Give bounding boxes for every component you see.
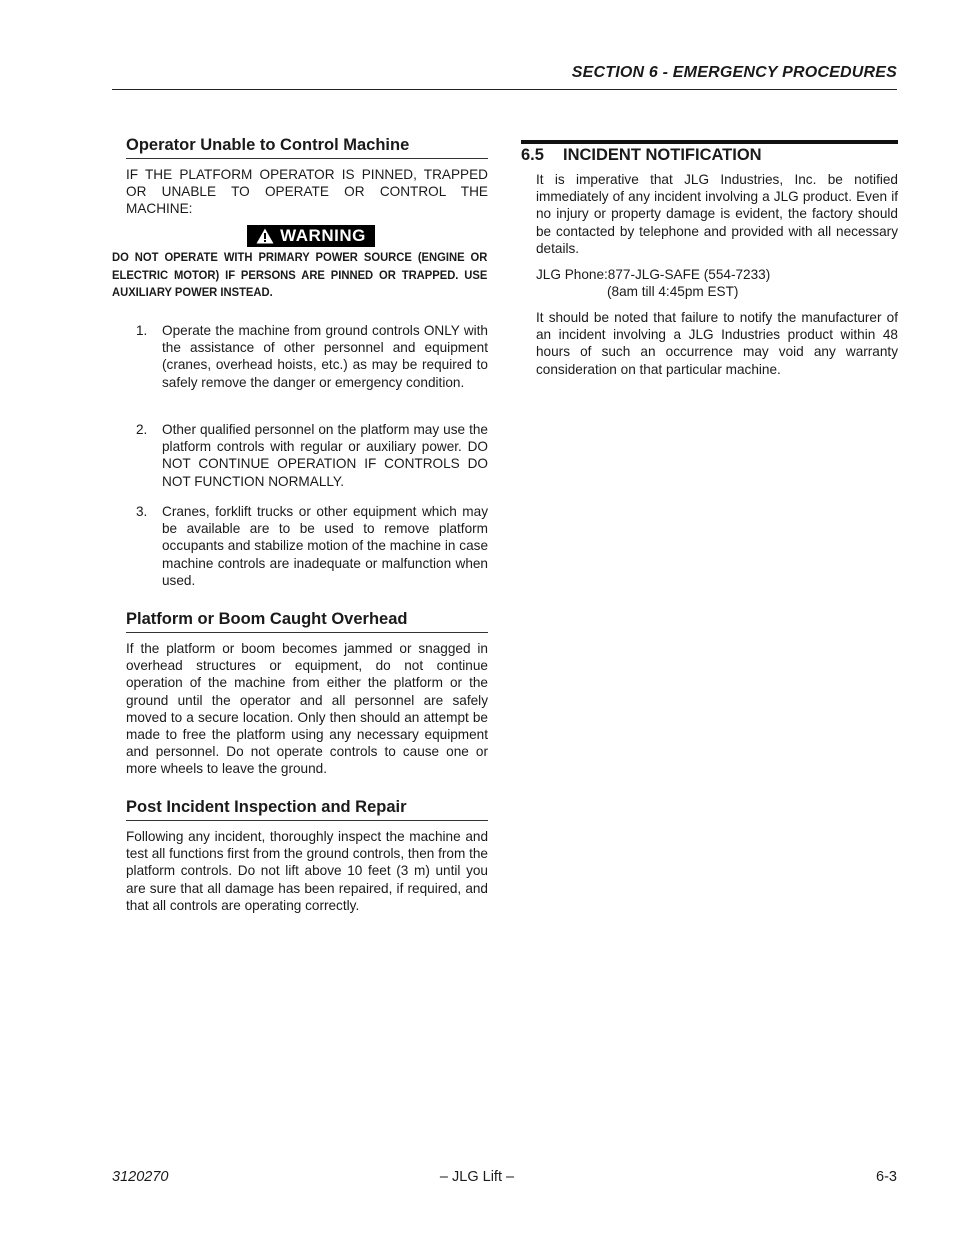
procedure-step — [126, 322, 488, 391]
warning-banner — [247, 225, 375, 247]
notification-paragraph: It is imperative that JLG Industries, Inc. be notified immediately of any incident involving a JLG product. Even if no injury or property damage is evident, the factory should be contacted by telephone and provided with all necessary details. — [536, 172, 898, 256]
repair-heading: Post Incident Inspection and Repair — [126, 797, 488, 821]
step-text: Operate the machine from ground controls ONLY with the assistance of other personnel and equipment (cranes, overhead hoists, etc.) as may be required to safely remove the danger or emergency condition. — [162, 323, 488, 390]
section-header: SECTION 6 - EMERGENCY PROCEDURES — [571, 64, 897, 81]
step-number: 3. — [136, 504, 148, 519]
footer-title: – JLG Lift – — [439, 1169, 515, 1185]
page-number: 6-3 — [876, 1169, 897, 1185]
warranty-paragraph: It should be noted that failure to notify the manufacturer of an incident involving a JLG Industries product within 48 hours of such an occurrence may void any warranty consideration on that particular machine. — [536, 310, 898, 377]
section-title: INCIDENT NOTIFICATION — [563, 146, 762, 164]
boom-text: If the platform or boom becomes jammed or snagged in overhead structures or equipment, do not continue operation of the machine from either the platform or the ground until the operator and all personnel are safely moved to a secure location. Only then should an attempt be made to free the platform using any necessary equipment and personnel. Do not operate controls to cause one or more wheels to leave the ground. — [126, 641, 488, 777]
procedure-step — [126, 421, 488, 490]
document-number: 3120270 — [112, 1169, 169, 1185]
warning-triangle-icon — [256, 228, 274, 244]
section-number: 6.5 — [521, 146, 544, 164]
procedure-step — [126, 503, 488, 589]
warning-label: WARNING — [280, 226, 366, 245]
step-number: 2. — [136, 422, 148, 437]
repair-text: Following any incident, thoroughly inspect the machine and test all functions first from the ground controls, then from the platform controls. Do not lift above 10 feet (3 m) until you are sure that all damage has been repaired, if required, and that all controls are operating correctly. — [126, 829, 488, 913]
step-text: Other qualified personnel on the platform may use the platform controls with regular or auxiliary power. DO NOT CONTINUE OPERATION IF CONTROLS DO NOT FUNCTION NORMALLY. — [162, 422, 488, 489]
warning-text: DO NOT OPERATE WITH PRIMARY POWER SOURCE (ENGINE OR ELECTRIC MOTOR) IF PERSONS ARE PINNED OR TRAPPED. USE AUXILIARY POWER INSTEAD. — [112, 250, 488, 299]
section-heading — [521, 145, 762, 165]
header-rule — [112, 89, 897, 90]
boom-heading: Platform or Boom Caught Overhead — [126, 609, 488, 633]
phone-number: JLG Phone:877-JLG-SAFE (554-7233) — [536, 267, 771, 282]
phone-hours: (8am till 4:45pm EST) — [607, 284, 739, 299]
operator-intro: IF THE PLATFORM OPERATOR IS PINNED, TRAPPED OR UNABLE TO OPERATE OR CONTROL THE MACHINE: — [126, 167, 488, 217]
section-rule — [521, 140, 898, 144]
step-text: Cranes, forklift trucks or other equipment which may be available are to be used to remove platform occupants and stabilize motion of the machine in case machine controls are inadequate or malfunction when used. — [162, 504, 488, 588]
operator-heading: Operator Unable to Control Machine — [126, 135, 488, 159]
step-number: 1. — [136, 323, 148, 338]
